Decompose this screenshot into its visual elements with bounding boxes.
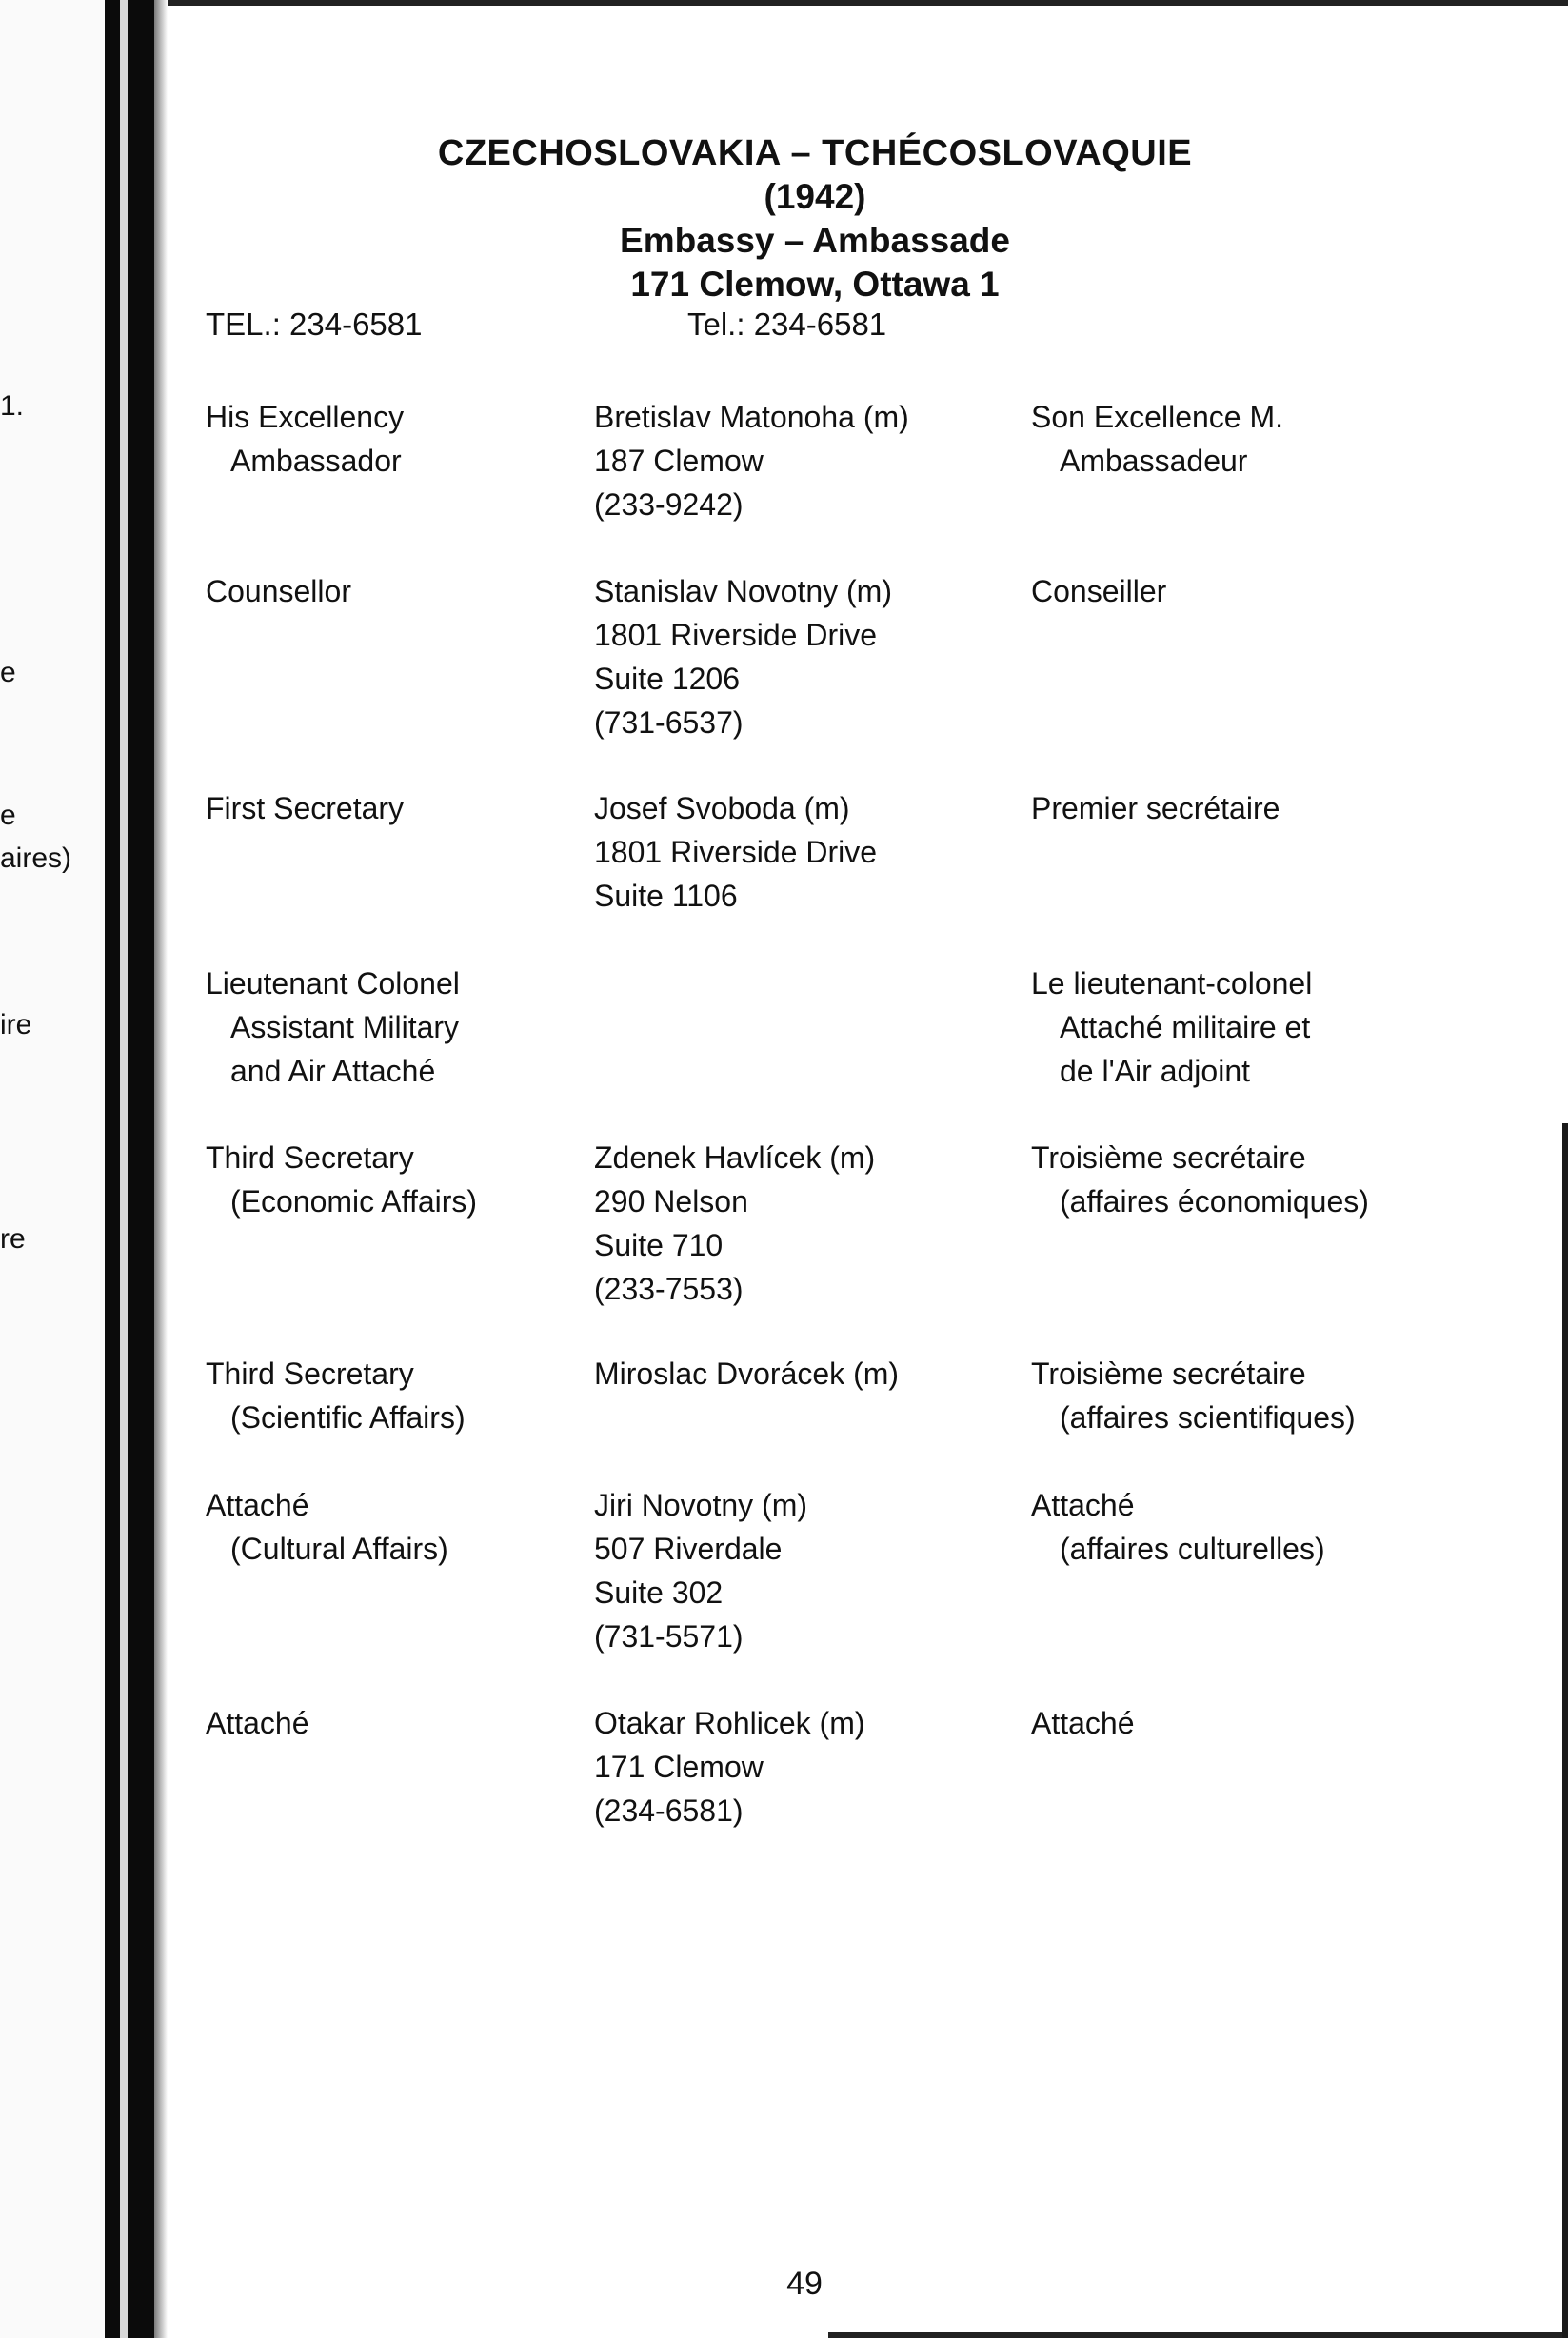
english-title-column <box>206 1483 577 1571</box>
staff-name-address-line: 171 Clemow <box>594 1750 764 1784</box>
staff-name-address-line: Suite 1106 <box>594 879 738 913</box>
staff-name-address-line: Jiri Novotny (m) <box>594 1488 808 1522</box>
english-title-column <box>206 569 577 613</box>
staff-name-address-line: 1801 Riverside Drive <box>594 618 878 652</box>
english-title-column <box>206 395 577 483</box>
french-title-column <box>1031 961 1526 1093</box>
english-title-line: First Secretary <box>206 791 405 825</box>
staff-name-address-column <box>594 1483 1013 1658</box>
staff-name-address-column <box>594 569 1013 744</box>
english-title-line: (Cultural Affairs) <box>230 1532 448 1566</box>
french-title-line: Troisième secrétaire <box>1031 1357 1306 1391</box>
staff-name-address-line: (233-7553) <box>594 1272 744 1306</box>
staff-name-address-line: Josef Svoboda (m) <box>594 791 850 825</box>
french-title-line: Le lieutenant-colonel <box>1031 966 1313 1001</box>
staff-name-address-line: 187 Clemow <box>594 444 764 478</box>
english-title-line: Third Secretary <box>206 1357 414 1391</box>
bottom-edge <box>828 2332 1568 2338</box>
page-header <box>168 131 1462 307</box>
french-title-line: Attaché <box>1031 1706 1135 1740</box>
staff-name-address-column <box>594 1136 1013 1311</box>
english-title-line: Third Secretary <box>206 1140 414 1175</box>
margin-fragment: re <box>0 1223 26 1255</box>
english-title-line: Lieutenant Colonel <box>206 966 460 1001</box>
page-number: 49 <box>786 2266 823 2302</box>
french-title-line: (affaires scientifiques) <box>1060 1400 1356 1435</box>
staff-name-address-line: Zdenek Havlícek (m) <box>594 1140 876 1175</box>
gutter-shadow <box>154 0 168 2338</box>
staff-name-address-line: 1801 Riverside Drive <box>594 835 878 869</box>
french-title-line: (affaires économiques) <box>1060 1184 1369 1219</box>
french-title-line: Son Excellence M. <box>1031 400 1284 434</box>
english-title-line: and Air Attaché <box>230 1054 436 1088</box>
english-title-column <box>206 1701 577 1745</box>
english-title-line: Attaché <box>206 1488 309 1522</box>
french-title-column <box>1031 1136 1526 1223</box>
french-title-column <box>1031 786 1526 830</box>
staff-name-address-column <box>594 1352 1013 1396</box>
margin-fragment: e <box>0 657 16 688</box>
staff-name-address-line: Miroslac Dvorácek (m) <box>594 1357 900 1391</box>
french-title-column <box>1031 395 1526 483</box>
french-title-line: Conseiller <box>1031 574 1167 608</box>
staff-name-address-line: Stanislav Novotny (m) <box>594 574 892 608</box>
margin-fragment: aires) <box>0 842 72 874</box>
left-page-edge <box>0 0 105 2338</box>
gutter-highlight <box>120 0 128 2338</box>
staff-name-address-line: (234-6581) <box>594 1793 744 1828</box>
french-title-line: Premier secrétaire <box>1031 791 1280 825</box>
english-title-line: (Economic Affairs) <box>230 1184 478 1219</box>
margin-fragment: e <box>0 800 16 831</box>
french-title-column <box>1031 1701 1526 1745</box>
french-title-column <box>1031 569 1526 613</box>
staff-name-address-line: (233-9242) <box>594 487 744 522</box>
staff-name-address-line: Suite 710 <box>594 1228 724 1262</box>
staff-name-address-column <box>594 1701 1013 1833</box>
staff-name-address-line: Bretislav Matonoha (m) <box>594 400 909 434</box>
embassy-label: Embassy – Ambassade <box>620 221 1010 260</box>
english-title-column <box>206 961 577 1093</box>
staff-name-address-column <box>594 395 1013 526</box>
telephone-center: Tel.: 234-6581 <box>687 307 887 342</box>
english-title-line: Assistant Military <box>230 1010 460 1044</box>
french-title-line: Attaché <box>1031 1488 1135 1522</box>
margin-fragment: 1. <box>0 390 25 422</box>
english-title-column <box>206 786 577 830</box>
french-title-column <box>1031 1352 1526 1439</box>
french-title-line: de l'Air adjoint <box>1060 1054 1250 1088</box>
english-title-line: Attaché <box>206 1706 309 1740</box>
telephone-left: TEL.: 234-6581 <box>206 307 423 342</box>
staff-name-address-line: Otakar Rohlicek (m) <box>594 1706 865 1740</box>
top-edge <box>168 0 1568 6</box>
staff-name-address-line: (731-6537) <box>594 705 744 740</box>
establishment-year: (1942) <box>764 177 866 216</box>
english-title-line: Counsellor <box>206 574 351 608</box>
staff-name-address-line: (731-5571) <box>594 1619 744 1654</box>
english-title-line: Ambassador <box>230 444 402 478</box>
right-page-edge <box>1562 1123 1568 2338</box>
staff-name-address-line: Suite 1206 <box>594 662 741 696</box>
english-title-column <box>206 1352 577 1439</box>
margin-fragment: ire <box>0 1009 32 1040</box>
french-title-column <box>1031 1483 1526 1571</box>
staff-name-address-line: 290 Nelson <box>594 1184 748 1219</box>
country-title: CZECHOSLOVAKIA – TCHÉCOSLOVAQUIE <box>437 133 1193 173</box>
english-title-line: His Excellency <box>206 400 405 434</box>
french-title-line: (affaires culturelles) <box>1060 1532 1325 1566</box>
english-title-line: (Scientific Affairs) <box>230 1400 466 1435</box>
french-title-line: Ambassadeur <box>1060 444 1248 478</box>
english-title-column <box>206 1136 577 1223</box>
book-gutter <box>105 0 154 2338</box>
staff-name-address-column <box>594 786 1013 918</box>
embassy-address: 171 Clemow, Ottawa 1 <box>630 265 1000 304</box>
french-title-line: Troisième secrétaire <box>1031 1140 1306 1175</box>
staff-name-address-line: Suite 302 <box>594 1575 724 1610</box>
french-title-line: Attaché militaire et <box>1060 1010 1311 1044</box>
staff-name-address-line: 507 Riverdale <box>594 1532 783 1566</box>
